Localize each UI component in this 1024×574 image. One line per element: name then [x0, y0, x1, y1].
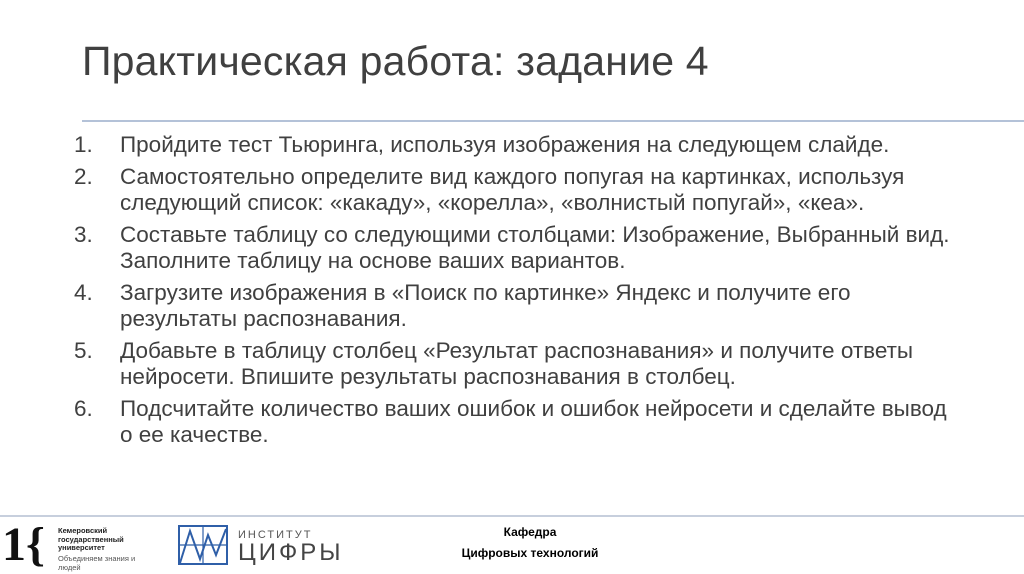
task-number: 3.: [74, 222, 93, 247]
task-item: [74, 132, 964, 158]
department-line-2: Цифровых технологий: [461, 546, 599, 560]
task-text: Добавьте в таблицу столбец «Результат распознавания» и получите ответы нейросети. Впишите результаты распознавания в столбец.: [120, 338, 914, 389]
institute-label: ИНСТИТУТ: [238, 529, 313, 541]
slide-footer: [0, 517, 1024, 574]
task-number: 5.: [74, 338, 93, 363]
task-text: Подсчитайте количество ваших ошибок и ошибок нейросети и сделайте вывод о ее качестве.: [120, 396, 947, 447]
task-number: 6.: [74, 396, 93, 421]
institute-name: ЦИФРЫ: [238, 539, 344, 566]
task-number: 2.: [74, 164, 93, 189]
task-item: [74, 338, 964, 390]
task-number: 4.: [74, 280, 93, 305]
slide-title: Практическая работа: задание 4: [82, 38, 709, 84]
task-text: Пройдите тест Тьюринга, используя изображения на следующем слайде.: [120, 132, 890, 157]
task-item: [74, 222, 964, 274]
department-line-1: Кафедра: [503, 525, 557, 539]
task-text: Самостоятельно определите вид каждого попугая на картинках, используя следующий список: «какаду», «корелла», «волнистый попугай», «кеа».: [120, 164, 905, 215]
kemgu-logo: [2, 518, 152, 572]
task-number: 1.: [74, 132, 93, 157]
kemgu-name: Кемеровский государственный университет: [58, 526, 124, 552]
task-item: [74, 396, 964, 448]
institute-logo: [178, 525, 378, 569]
task-text: Загрузите изображения в «Поиск по картинке» Яндекс и получите его результаты распознавания.: [120, 280, 851, 331]
title-divider: [82, 120, 1024, 122]
task-item: [74, 164, 964, 216]
kemgu-tagline: Объединяем знания и людей: [58, 554, 136, 572]
department-label: [400, 522, 660, 564]
kemgu-mark-icon: 1{: [2, 518, 45, 571]
task-item: [74, 280, 964, 332]
task-list: [74, 132, 964, 454]
task-text: Составьте таблицу со следующими столбцами: Изображение, Выбранный вид. Заполните таблицу на основе ваших вариантов.: [120, 222, 950, 273]
institute-emblem-icon: [178, 525, 228, 565]
